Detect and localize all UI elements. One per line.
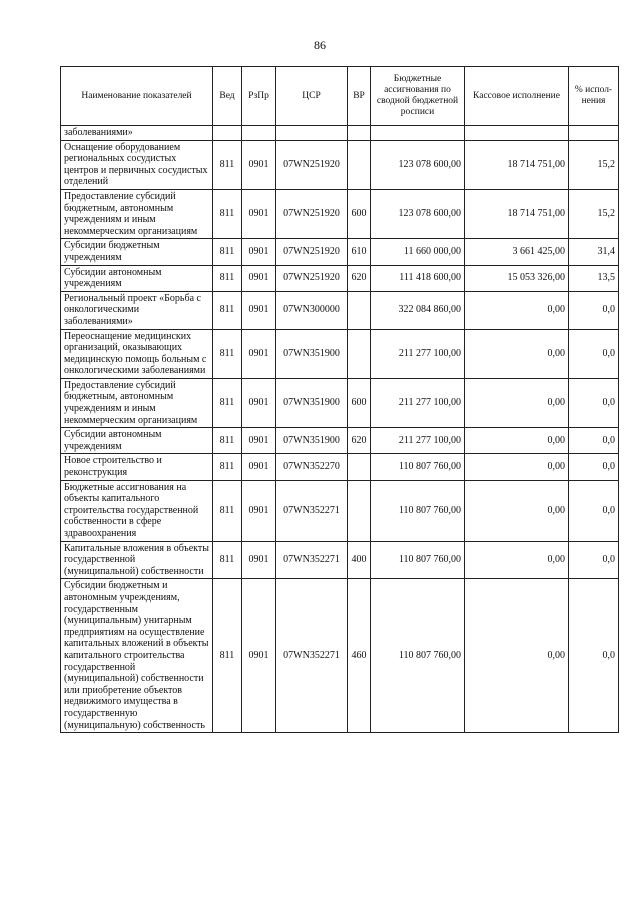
header-vr: ВР (348, 67, 371, 126)
cell-name: Региональный проект «Борьба с онкологическими заболеваниями» (61, 291, 213, 329)
cell-csr: 07WN352271 (276, 579, 348, 733)
cell-rzpr (242, 126, 276, 141)
cell-vr: 620 (348, 428, 371, 454)
cell-cash: 18 714 751,00 (465, 189, 569, 238)
cell-pct: 0,0 (569, 329, 619, 378)
cell-csr: 07WN352271 (276, 480, 348, 541)
table-header-row (61, 67, 619, 126)
cell-rzpr: 0901 (242, 329, 276, 378)
cell-vr: 600 (348, 378, 371, 427)
cell-csr: 07WN352270 (276, 454, 348, 480)
cell-rzpr: 0901 (242, 239, 276, 265)
cell-budget: 111 418 600,00 (371, 265, 465, 291)
cell-csr: 07WN351900 (276, 329, 348, 378)
cell-pct: 0,0 (569, 480, 619, 541)
header-budget: Бюджетные ассигнования по сводной бюджетной росписи (371, 67, 465, 126)
cell-vr (348, 454, 371, 480)
cell-vr (348, 140, 371, 189)
cell-rzpr: 0901 (242, 579, 276, 733)
header-csr: ЦСР (276, 67, 348, 126)
cell-vr (348, 291, 371, 329)
cell-pct: 0,0 (569, 291, 619, 329)
cell-csr: 07WN251920 (276, 140, 348, 189)
cell-budget: 110 807 760,00 (371, 579, 465, 733)
table-row (61, 480, 619, 541)
cell-csr: 07WN251920 (276, 189, 348, 238)
cell-rzpr: 0901 (242, 291, 276, 329)
cell-ved: 811 (213, 378, 242, 427)
cell-vr: 620 (348, 265, 371, 291)
header-cash: Кассовое исполнение (465, 67, 569, 126)
cell-name: Субсидии автономным учреждениям (61, 428, 213, 454)
cell-name: Оснащение оборудованием региональных сосудистых центров и первичных сосудистых отделений (61, 140, 213, 189)
cell-pct: 13,5 (569, 265, 619, 291)
cell-budget: 11 660 000,00 (371, 239, 465, 265)
cell-budget: 110 807 760,00 (371, 454, 465, 480)
cell-csr: 07WN251920 (276, 239, 348, 265)
cell-csr (276, 126, 348, 141)
header-ved: Вед (213, 67, 242, 126)
cell-ved: 811 (213, 189, 242, 238)
cell-name: Субсидии автономным учреждениям (61, 265, 213, 291)
table-row (61, 265, 619, 291)
table-row (61, 126, 619, 141)
cell-vr (348, 480, 371, 541)
cell-name: Новое строительство и реконструкция (61, 454, 213, 480)
cell-name: Капитальные вложения в объекты государственной (муниципальной) собственности (61, 541, 213, 579)
cell-name: Предоставление субсидий бюджетным, автономным учреждениям и иным некоммерческим организациям (61, 189, 213, 238)
cell-rzpr: 0901 (242, 189, 276, 238)
cell-pct: 0,0 (569, 541, 619, 579)
cell-vr (348, 126, 371, 141)
cell-budget: 322 084 860,00 (371, 291, 465, 329)
cell-vr: 610 (348, 239, 371, 265)
cell-ved: 811 (213, 428, 242, 454)
page-number: 86 (314, 38, 326, 52)
cell-budget: 211 277 100,00 (371, 378, 465, 427)
table-row (61, 239, 619, 265)
cell-pct: 0,0 (569, 378, 619, 427)
cell-pct: 0,0 (569, 428, 619, 454)
header-name: Наименование показателей (61, 67, 213, 126)
table-row (61, 329, 619, 378)
table-row (61, 541, 619, 579)
cell-rzpr: 0901 (242, 428, 276, 454)
cell-name: Субсидии бюджетным и автономным учреждениям, государственным (муниципальным) унитарным предприятиям на осуществление капитальных вложений в объекты капитального строительства государственной (муниципальной) собственности или приобретение объектов недвижимого имущества в государственную (муниципальную) собственность (61, 579, 213, 733)
cell-cash (465, 126, 569, 141)
cell-csr: 07WN352271 (276, 541, 348, 579)
table-row (61, 189, 619, 238)
cell-budget: 211 277 100,00 (371, 428, 465, 454)
cell-ved: 811 (213, 239, 242, 265)
header-rzpr: РзПр (242, 67, 276, 126)
cell-cash: 0,00 (465, 541, 569, 579)
cell-ved: 811 (213, 291, 242, 329)
cell-name: Предоставление субсидий бюджетным, автономным учреждениям и иным некоммерческим организациям (61, 378, 213, 427)
cell-rzpr: 0901 (242, 480, 276, 541)
cell-rzpr: 0901 (242, 265, 276, 291)
cell-ved: 811 (213, 454, 242, 480)
cell-ved: 811 (213, 265, 242, 291)
cell-csr: 07WN300000 (276, 291, 348, 329)
cell-name: Бюджетные ассигнования на объекты капитального строительства государственной собственности в сфере здравоохранения (61, 480, 213, 541)
table-row (61, 378, 619, 427)
cell-budget: 123 078 600,00 (371, 189, 465, 238)
cell-cash: 0,00 (465, 428, 569, 454)
cell-rzpr: 0901 (242, 541, 276, 579)
cell-vr: 460 (348, 579, 371, 733)
cell-name: Субсидии бюджетным учреждениям (61, 239, 213, 265)
cell-budget: 211 277 100,00 (371, 329, 465, 378)
cell-ved: 811 (213, 140, 242, 189)
cell-cash: 0,00 (465, 291, 569, 329)
cell-cash: 18 714 751,00 (465, 140, 569, 189)
cell-ved: 811 (213, 329, 242, 378)
cell-ved: 811 (213, 480, 242, 541)
cell-pct: 15,2 (569, 140, 619, 189)
cell-cash: 3 661 425,00 (465, 239, 569, 265)
cell-rzpr: 0901 (242, 454, 276, 480)
table-row (61, 428, 619, 454)
header-pct: % испол-нения (569, 67, 619, 126)
cell-name: заболеваниями» (61, 126, 213, 141)
table-row (61, 454, 619, 480)
cell-vr (348, 329, 371, 378)
cell-rzpr: 0901 (242, 140, 276, 189)
cell-pct: 31,4 (569, 239, 619, 265)
cell-vr: 600 (348, 189, 371, 238)
table-row (61, 291, 619, 329)
cell-cash: 0,00 (465, 579, 569, 733)
cell-csr: 07WN251920 (276, 265, 348, 291)
cell-ved (213, 126, 242, 141)
cell-cash: 0,00 (465, 480, 569, 541)
cell-csr: 07WN351900 (276, 378, 348, 427)
cell-budget: 123 078 600,00 (371, 140, 465, 189)
cell-pct: 15,2 (569, 189, 619, 238)
cell-ved: 811 (213, 579, 242, 733)
cell-pct: 0,0 (569, 454, 619, 480)
cell-name: Переоснащение медицинских организаций, оказывающих медицинскую помощь больным с онкологическими заболеваниями (61, 329, 213, 378)
cell-cash: 0,00 (465, 454, 569, 480)
cell-pct (569, 126, 619, 141)
cell-budget: 110 807 760,00 (371, 480, 465, 541)
cell-cash: 0,00 (465, 378, 569, 427)
budget-table (60, 66, 619, 733)
cell-budget: 110 807 760,00 (371, 541, 465, 579)
table-row (61, 140, 619, 189)
cell-cash: 0,00 (465, 329, 569, 378)
cell-cash: 15 053 326,00 (465, 265, 569, 291)
cell-ved: 811 (213, 541, 242, 579)
table-row (61, 579, 619, 733)
cell-rzpr: 0901 (242, 378, 276, 427)
cell-pct: 0,0 (569, 579, 619, 733)
cell-budget (371, 126, 465, 141)
cell-vr: 400 (348, 541, 371, 579)
cell-csr: 07WN351900 (276, 428, 348, 454)
table-body (61, 126, 619, 733)
